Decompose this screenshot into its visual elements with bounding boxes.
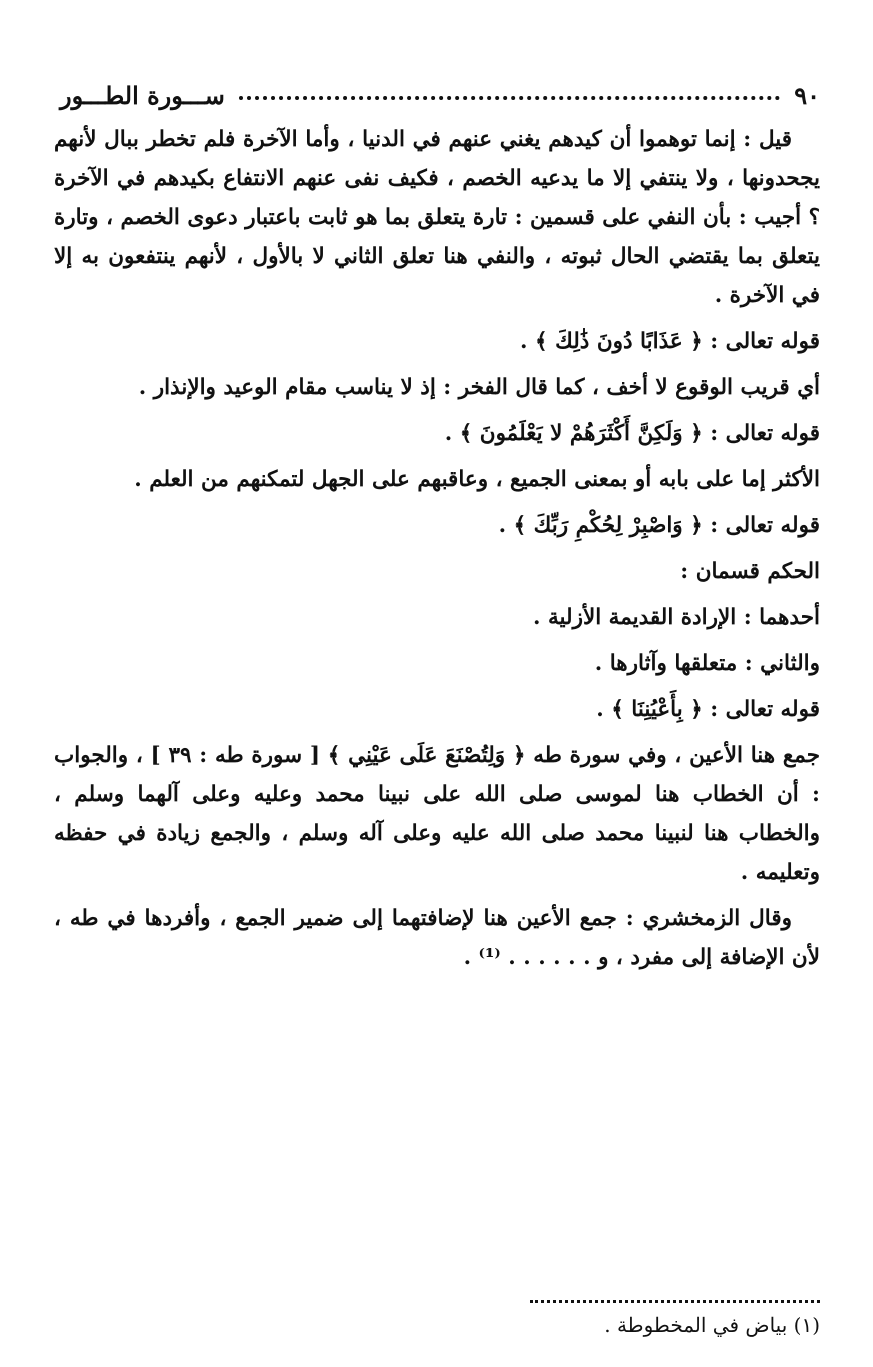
main-text (54, 120, 820, 984)
verse-heading-1: قوله تعالى : ﴿ عَذَابًا دُونَ ذَٰلِكَ ﴾ . (520, 329, 820, 354)
running-header (60, 80, 820, 110)
verse-heading-2: قوله تعالى : ﴿ وَلَكِنَّ أَكْثَرَهُمْ لا يَعْلَمُونَ ﴾ . (444, 421, 820, 446)
footnote-1: (١) بياض في المخطوطة . (604, 1313, 820, 1337)
paragraph-intro: قيل : إنما توهموا أن كيدهم يغني عنهم في الدنيا ، وأما الآخرة فلم تخطر ببال لأنهم يجحدونها ، ولا ينتفي إلا ما يدعيه الخصم ، فكيف نفى عنهم الانتفاع بكيدهم في الآخرة ؟ أجيب : بأن النفي على قسمين : تارة يتعلق بما هو ثابت باعتبار دعوى الخصم ، وتارة يتعلق بما يقتضي الحال ثبوته ، والنفي هنا تعلق الثاني لا بالأول ، لأنهم ينتفعون به إلا في الآخرة . (54, 127, 820, 308)
paragraph-commentary-7: وقال الزمخشري : جمع الأعين هنا لإضافتهما إلى ضمير الجمع ، وأفردها في طه ، لأن الإضافة إلى مفرد ، و . . . . . . ⁽¹⁾ . (54, 906, 820, 970)
footnote-separator (530, 1300, 820, 1303)
verse-heading-4: قوله تعالى : ﴿ بِأَعْيُنِنَا ﴾ . (596, 697, 820, 722)
verse-heading-3: قوله تعالى : ﴿ وَاصْبِرْ لِحُكْمِ رَبِّكَ ﴾ . (498, 513, 820, 538)
paragraph-commentary-6: جمع هنا الأعين ، وفي سورة طه ﴿ وَلِتُصْنَعَ عَلَى عَيْنِي ﴾ [ سورة طه : ٣٩ ] ، والجواب : أن الخطاب هنا لموسى صلى الله على نبينا محمد وعليه وعلى آلهما وسلم ، والخطاب هنا لنبينا محمد صلى الله عليه وعلى آله وسلم ، والجمع زيادة في حفظه وتعليمه . (54, 743, 820, 885)
paragraph-commentary-4: أحدهما : الإرادة القديمة الأزلية . (533, 605, 820, 630)
paragraph-commentary-2: الأكثر إما على بابه أو بمعنى الجميع ، وعاقبهم على الجهل لتمكنهم من العلم . (134, 467, 820, 492)
page-number: ٩٠ (794, 80, 820, 110)
header-dotted-rule (239, 96, 780, 100)
paragraph-commentary-5: والثاني : متعلقها وآثارها . (594, 651, 820, 676)
surah-title: ســـورة الطـــور (60, 80, 225, 110)
paragraph-commentary-3: الحكم قسمان : (680, 559, 820, 584)
paragraph-commentary-1: أي قريب الوقوع لا أخف ، كما قال الفخر : إذ لا يناسب مقام الوعيد والإنذار . (138, 375, 820, 400)
